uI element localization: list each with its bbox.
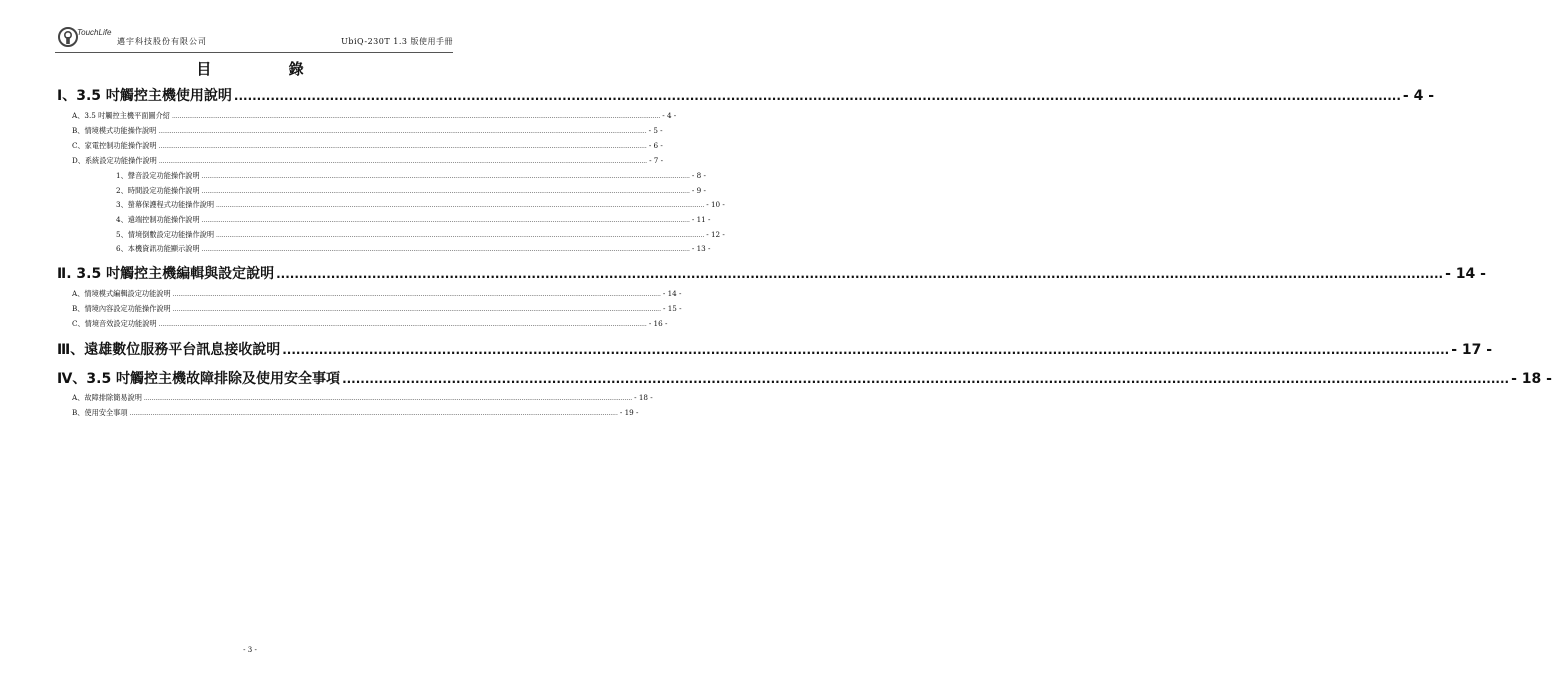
toc-entry[interactable]: 5、情境倒數設定功能操作說明 ................................................................................................................................................................................................................................................................ - 12 - bbox=[116, 230, 725, 239]
toc-entry[interactable]: C、情境音效設定功能說明 ................................................................................................................................................................................................................................................................ - 16 - bbox=[72, 319, 668, 328]
toc-entry-section-2[interactable]: Ⅱ. 3.5 吋觸控主機編輯與設定說明 ................................................................................................................................................................................................................................................................ - 14 - bbox=[57, 266, 1486, 282]
toc-entry[interactable]: 6、本機資訊功能顯示說明 ................................................................................................................................................................................................................................................................ - 13 - bbox=[116, 244, 711, 253]
toc-entry-section-4[interactable]: Ⅳ、3.5 吋觸控主機故障排除及使用安全事項 ................................................................................................................................................................................................................................................................ - 18 - bbox=[57, 371, 1552, 387]
toc-entry[interactable]: D、系統設定功能操作說明 ................................................................................................................................................................................................................................................................ - 7 - bbox=[72, 156, 664, 165]
toc-entry[interactable]: 2、時間設定功能操作說明 ................................................................................................................................................................................................................................................................ - 9 - bbox=[116, 186, 706, 195]
page-number: - 3 - bbox=[243, 646, 257, 654]
brand-name: TouchLife bbox=[77, 28, 112, 37]
touchlife-logo-icon bbox=[57, 26, 79, 48]
toc-entry[interactable]: A、3.5 吋觸控主機平面圖介紹 ................................................................................................................................................................................................................................................................ - 4 - bbox=[72, 111, 677, 120]
toc-entry[interactable]: 4、遠端控制功能操作說明 ................................................................................................................................................................................................................................................................ - 11 - bbox=[116, 215, 711, 224]
company-name: 邁宇科技股份有限公司 bbox=[117, 37, 207, 46]
toc-entry[interactable]: B、情境內容設定功能操作說明 ................................................................................................................................................................................................................................................................ - 15 - bbox=[72, 304, 682, 313]
toc-entry[interactable]: B、使用安全事項 ................................................................................................................................................................................................................................................................ - 19 - bbox=[72, 408, 639, 417]
toc-entry[interactable]: C、家電控制功能操作說明 ................................................................................................................................................................................................................................................................ - 6 - bbox=[72, 141, 663, 150]
toc-entry[interactable]: A、故障排除簡易說明 ................................................................................................................................................................................................................................................................ - 18 - bbox=[72, 393, 653, 402]
document-title: UbiQ-230T 1.3 版使用手冊 bbox=[341, 37, 453, 46]
toc-entry[interactable]: B、情境模式功能操作說明 ................................................................................................................................................................................................................................................................ - 5 - bbox=[72, 126, 663, 135]
page-header bbox=[55, 26, 453, 53]
toc-entry[interactable]: A、情境模式編輯設定功能說明 ................................................................................................................................................................................................................................................................ - 14 - bbox=[72, 289, 682, 298]
toc-entry-section-1[interactable]: Ⅰ、3.5 吋觸控主機使用說明 ................................................................................................................................................................................................................................................................ - 4 - bbox=[57, 88, 1435, 104]
toc-entry[interactable]: 3、螢幕保護程式功能操作說明 ................................................................................................................................................................................................................................................................ - 10 - bbox=[116, 200, 725, 209]
toc-heading: 目 錄 bbox=[196, 60, 340, 78]
toc-entry-section-3[interactable]: Ⅲ、遠雄數位服務平台訊息接收說明 ................................................................................................................................................................................................................................................................ - 17 - bbox=[57, 342, 1493, 358]
toc-entry[interactable]: 1、聲音設定功能操作說明 ................................................................................................................................................................................................................................................................ - 8 - bbox=[116, 171, 706, 180]
